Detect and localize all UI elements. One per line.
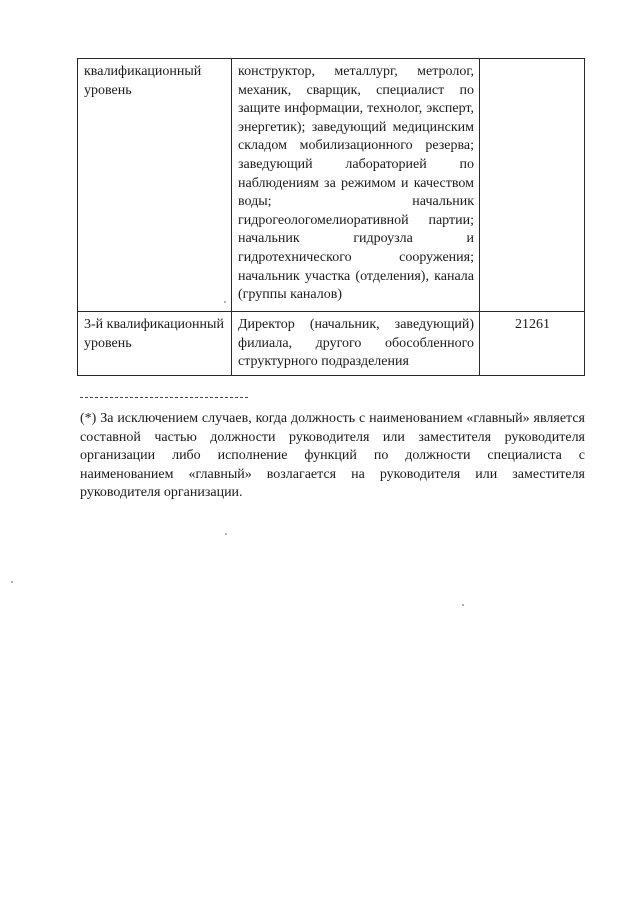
scan-speck	[462, 604, 464, 606]
positions-cell: Директор (начальник, заведующий) филиала, другого обособленного структурного подразделения	[232, 312, 480, 376]
footnote-text: (*) За исключением случаев, когда должность с наименованием «главный» является составной частью должности руководителя или заместителя руководителя организации либо исполнение функций по должности специалиста с наименованием «главный» возлагается на руководителя или заместителя руководителя организации.	[80, 411, 585, 501]
scan-speck	[225, 533, 227, 535]
table-row	[78, 312, 585, 376]
salary-code-cell	[480, 59, 585, 312]
salary-code-cell: 21261	[480, 312, 585, 376]
qualification-level-cell: квалификационный уровень	[78, 59, 232, 312]
table-row	[78, 59, 585, 312]
scan-speck	[11, 581, 13, 583]
scan-speck	[224, 301, 226, 303]
positions-cell: конструктор, металлург, метролог, механик, сварщик, специалист по защите информации, технолог, эксперт, энергетик); заведующий медицинским складом мобилизационного резерва; заведующий лабораторией по наблюдениям за режимом и качеством воды; начальник гидрогеологомелиоративной партии; начальник гидроузла и гидротехнического сооружения; начальник участка (отделения), канала (группы каналов)	[232, 59, 480, 312]
qualification-level-cell: 3-й квалификационный уровень	[78, 312, 232, 376]
qualification-table	[77, 58, 585, 376]
footnote-divider	[80, 397, 248, 398]
